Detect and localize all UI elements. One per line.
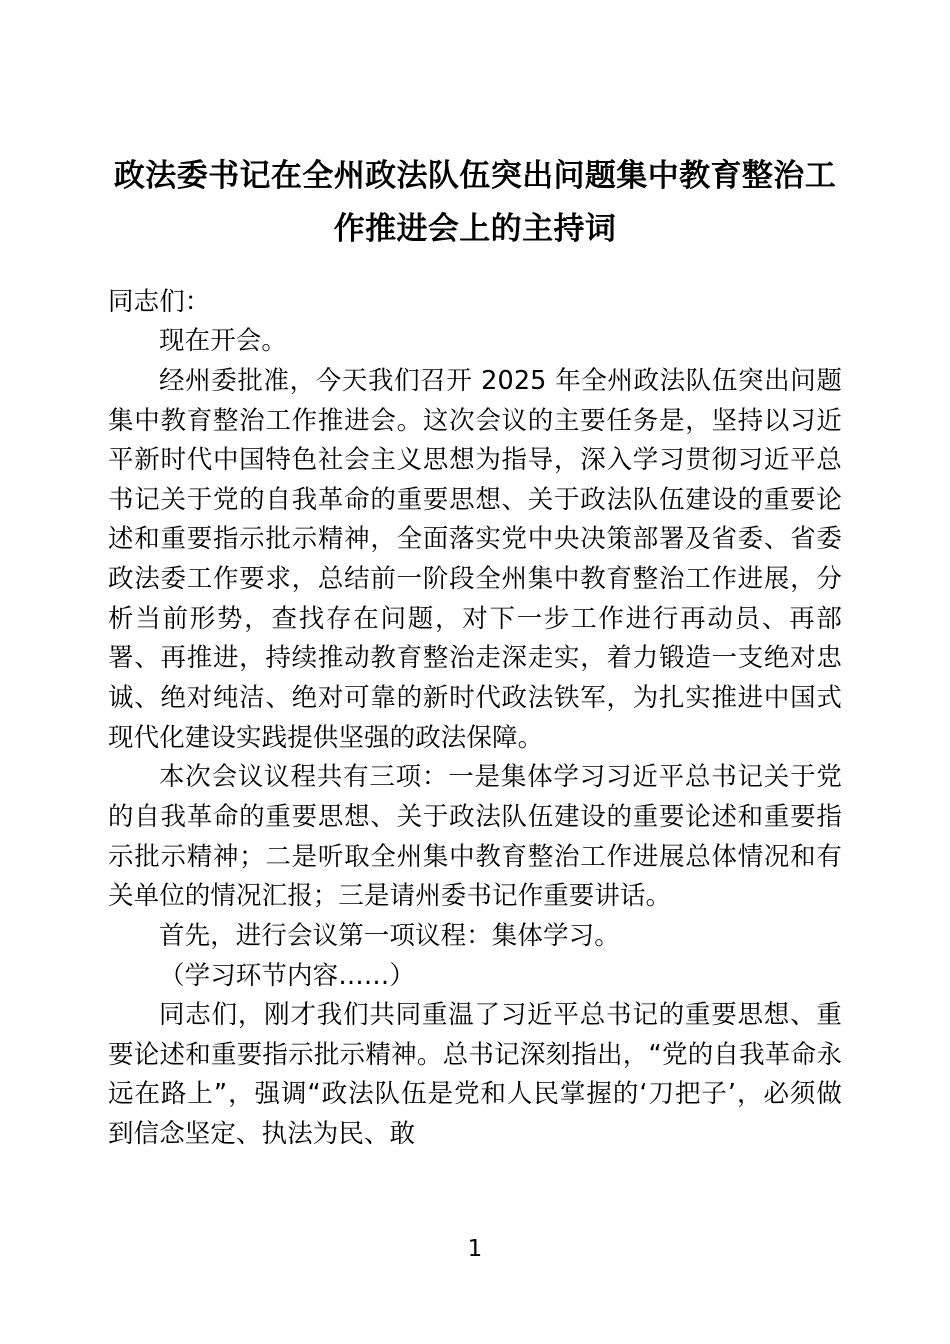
paragraph-3: 本次会议议程共有三项：一是集体学习习近平总书记关于党的自我革命的重要思想、关于政法队伍建设的重要论述和重要指示批示精神；二是听取全州集中教育整治工作进展总体情况和有关单位的情况汇报；三是请州委书记作重要讲话。 bbox=[108, 762, 842, 912]
paragraph-1: 现在开会。 bbox=[159, 326, 288, 357]
paragraph-salutation: 同志们： bbox=[108, 286, 211, 317]
paragraph-5: （学习环节内容……） bbox=[159, 960, 416, 991]
document-body bbox=[108, 283, 842, 1155]
paragraph-2: 经州委批准，今天我们召开 2025 年全州政法队伍突出问题集中教育整治工作推进会。这次会议的主要任务是，坚持以习近平新时代中国特色社会主义思想为指导，深入学习贯彻习近平总书记关于党的自我革命的重要思想、关于政法队伍建设的重要论述和重要指示批示精神，全面落实党中央决策部署及省委、省委政法委工作要求，总结前一阶段全州集中教育整治工作进展，分析当前形势，查找存在问题，对下一步工作进行再动员、再部署、再推进，持续推动教育整治走深走实，着力锻造一支绝对忠诚、绝对纯洁、绝对可靠的新时代政法铁军，为扎实推进中国式现代化建设实践提供坚强的政法保障。 bbox=[108, 365, 842, 753]
paragraph-6: 同志们，刚才我们共同重温了习近平总书记的重要思想、重要论述和重要指示批示精神。总书记深刻指出，“党的自我革命永远在路上”，强调“政法队伍是党和人民掌握的‘刀把子’，必须做到信念坚定、执法为民、敢 bbox=[108, 1000, 842, 1150]
paragraph-4: 首先，进行会议第一项议程：集体学习。 bbox=[159, 920, 620, 951]
page-title: 政法委书记在全州政法队伍突出问题集中教育整治工作推进会上的主持词 bbox=[113, 158, 837, 248]
page-number: 1 bbox=[467, 1236, 483, 1262]
